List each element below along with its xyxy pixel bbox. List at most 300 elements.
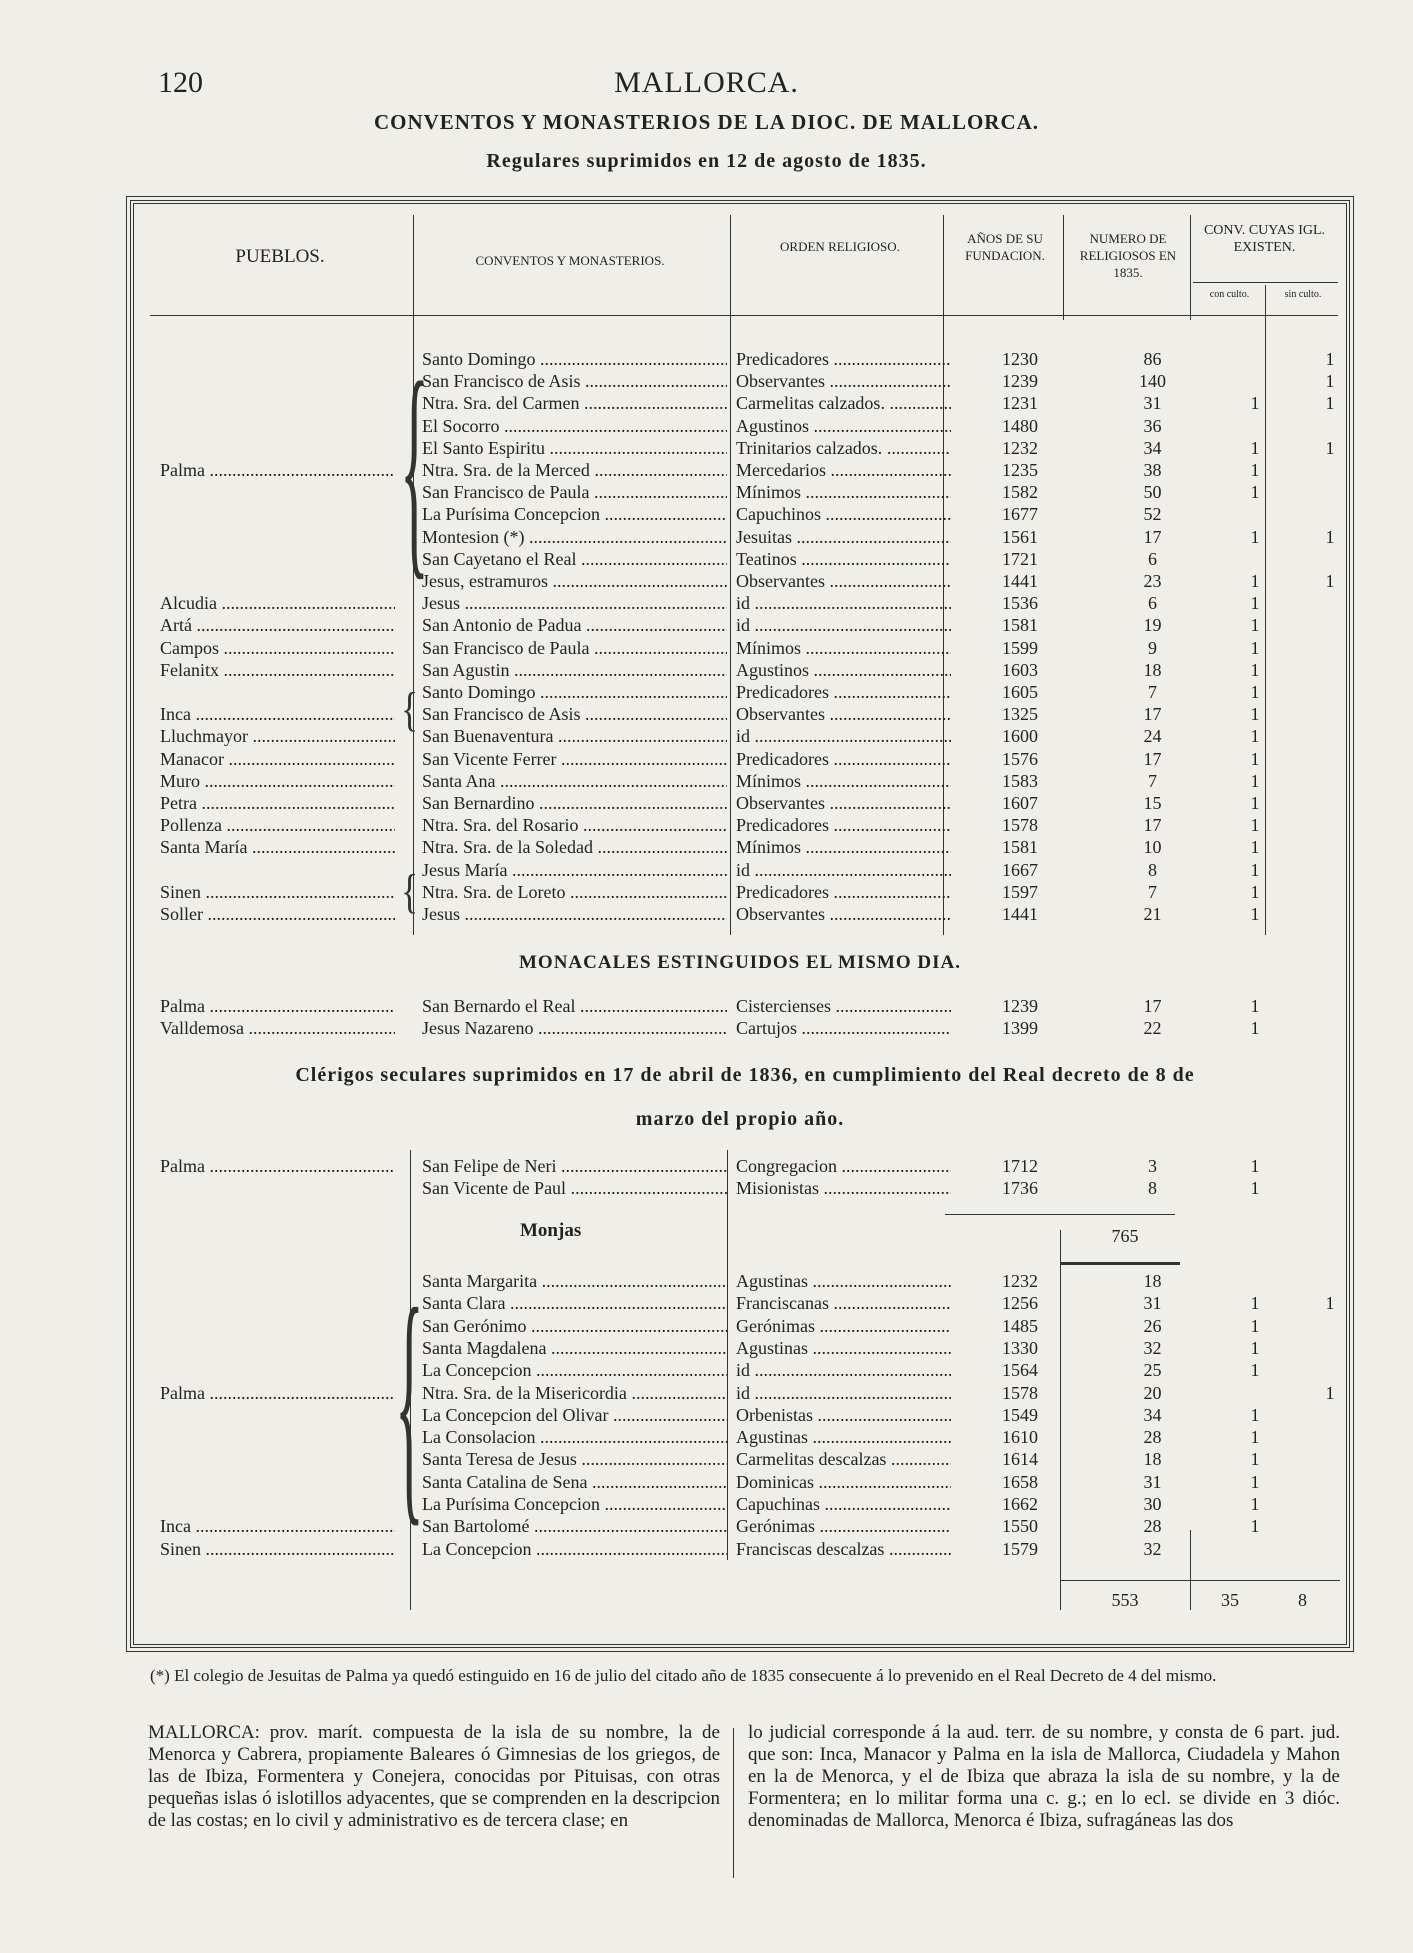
convent-cell: El Santo Espiritu ..... [422, 437, 727, 459]
religiosos-cell: 34 [1143, 437, 1162, 458]
order-cell: id ..... [736, 725, 951, 747]
year-cell: 1232 [1002, 437, 1038, 458]
sin-culto-cell: 1 [1325, 349, 1335, 369]
con-culto-cell: 1 [1250, 1293, 1260, 1314]
total-rule [1060, 1580, 1340, 1581]
page-subtitle: Regulares suprimidos en 12 de agosto de 1835. [486, 150, 927, 172]
con-culto-cell: 1 [1250, 615, 1260, 636]
year-cell: 1582 [1002, 482, 1038, 503]
order-cell: id ..... [736, 859, 951, 881]
order-cell: id ..... [736, 1359, 951, 1381]
town-cell: Manacor ..... [160, 748, 395, 770]
brace: { [401, 682, 419, 736]
religiosos-cell: 26 [1143, 1315, 1162, 1336]
religiosos-cell: 140 [1139, 371, 1166, 392]
con-culto-cell: 1 [1250, 393, 1260, 414]
monjas-label: Monjas [520, 1220, 582, 1241]
con-culto-cell: 1 [1250, 726, 1260, 747]
convent-cell: Jesus Nazareno ..... [422, 1017, 727, 1039]
con-culto-cell: 1 [1250, 1471, 1260, 1492]
table-row [160, 1017, 1340, 1039]
convent-cell: San Bernardino ..... [422, 792, 727, 814]
religiosos-cell: 17 [1143, 996, 1162, 1016]
table-row [160, 659, 1340, 681]
order-cell: id ..... [736, 592, 951, 614]
table-row [160, 548, 1340, 570]
year-cell: 1581 [1002, 615, 1038, 636]
order-cell: Capuchinos ..... [736, 503, 951, 525]
religiosos-cell: 7 [1148, 881, 1157, 902]
order-cell: id ..... [736, 614, 951, 636]
convent-cell: San Francisco de Paula ..... [422, 481, 727, 503]
convent-cell: San Francisco de Asis ..... [422, 703, 727, 725]
table-row [160, 459, 1340, 481]
sin-culto-cell: 1 [1325, 1382, 1335, 1403]
header-orden: ORDEN RELIGIOSO. [780, 239, 900, 254]
table-row [160, 1404, 1340, 1426]
religiosos-cell: 17 [1143, 748, 1162, 769]
town-cell: Artá ..... [160, 614, 395, 636]
convent-cell: La Purísima Concepcion ..... [422, 503, 727, 525]
year-cell: 1583 [1002, 770, 1038, 791]
order-cell: Agustinos ..... [736, 415, 951, 437]
year-cell: 1610 [1002, 1427, 1038, 1448]
con-culto-cell: 1 [1250, 859, 1260, 880]
year-cell: 1614 [1002, 1449, 1038, 1470]
year-cell: 1441 [1002, 904, 1038, 924]
religiosos-cell: 21 [1143, 904, 1162, 924]
order-cell: Gerónimas ..... [736, 1315, 951, 1337]
sin-culto-cell: 1 [1325, 437, 1335, 458]
year-cell: 1600 [1002, 726, 1038, 747]
religiosos-cell: 23 [1143, 571, 1162, 591]
col-divider [1063, 215, 1064, 320]
year-cell: 1578 [1002, 815, 1038, 836]
total-sin-culto: 8 [1298, 1590, 1307, 1610]
con-culto-cell: 1 [1250, 1494, 1260, 1514]
order-cell: Teatinos ..... [736, 548, 951, 570]
order-cell: Observantes ..... [736, 570, 951, 592]
year-cell: 1256 [1002, 1293, 1038, 1314]
town-cell: Inca ..... [160, 1515, 395, 1537]
year-cell: 1667 [1002, 859, 1038, 880]
table-row [160, 1426, 1340, 1448]
order-cell: Dominicas ..... [736, 1471, 951, 1493]
year-cell: 1485 [1002, 1315, 1038, 1336]
brace: { [395, 1256, 424, 1548]
religiosos-cell: 6 [1148, 548, 1157, 569]
order-cell: Observantes ..... [736, 903, 951, 925]
con-culto-cell: 1 [1250, 571, 1260, 591]
table-row [160, 592, 1340, 614]
body-column-left: MALLORCA: prov. marít. compuesta de la isla de su nombre, la de Menorca y Cabrera, propiamente Baleares ó Gimnesias de los griegos, de las de Ibiza, Formentera y Conejera, conocidas por Pituisas, con otras pequeñas islas ó islotillos adyacentes, que se comprenden en la descripcion de las costas; en lo civil y administrativo es de tercera clase; en [148, 1722, 720, 1831]
table-row [160, 570, 1340, 592]
year-cell: 1480 [1002, 415, 1038, 436]
con-culto-cell: 1 [1250, 904, 1260, 924]
con-culto-cell: 1 [1250, 1449, 1260, 1470]
clerigos-title-1: Clérigos seculares suprimidos en 17 de abril de 1836, en cumplimiento del Real decreto de 8 de [295, 1064, 1195, 1086]
order-cell: Mínimos ..... [736, 836, 951, 858]
religiosos-cell: 7 [1148, 770, 1157, 791]
convent-cell: Ntra. Sra. de la Soledad ..... [422, 836, 727, 858]
con-culto-cell: 1 [1250, 682, 1260, 702]
table-row [160, 437, 1340, 459]
header-rule [1193, 282, 1338, 283]
subtotal-rule [945, 1214, 1175, 1215]
con-culto-cell: 1 [1250, 793, 1260, 813]
table-row [160, 1448, 1340, 1470]
sin-culto-cell: 1 [1325, 371, 1335, 392]
religiosos-cell: 6 [1148, 593, 1157, 614]
con-culto-cell: 1 [1250, 1156, 1260, 1176]
religiosos-cell: 15 [1143, 793, 1162, 813]
town-cell: Palma ..... [160, 1155, 395, 1177]
con-culto-cell: 1 [1250, 526, 1260, 547]
order-cell: Agustinas ..... [736, 1337, 951, 1359]
order-cell: Observantes ..... [736, 703, 951, 725]
table-row [160, 792, 1340, 814]
convent-cell: San Cayetano el Real ..... [422, 548, 727, 570]
order-cell: Predicadores ..... [736, 348, 951, 370]
table-row [160, 1315, 1340, 1337]
order-cell: Jesuitas ..... [736, 526, 951, 548]
town-cell: Palma ..... [160, 459, 395, 481]
religiosos-cell: 34 [1143, 1404, 1162, 1425]
monacales-title: MONACALES ESTINGUIDOS EL MISMO DIA. [519, 952, 961, 973]
table-row [160, 1382, 1340, 1404]
convent-cell: Santa Catalina de Sena ..... [422, 1471, 727, 1493]
convent-cell: San Francisco de Asis ..... [422, 370, 727, 392]
con-culto-cell: 1 [1250, 637, 1260, 658]
religiosos-cell: 38 [1143, 460, 1162, 480]
footnote: (*) El colegio de Jesuitas de Palma ya quedó estinguido en 16 de julio del citado año de 1835 consecuente á lo prevenido en el Real Decreto de 4 del mismo. [150, 1666, 1217, 1685]
table-row [160, 725, 1340, 747]
table-row [160, 703, 1340, 725]
town-cell: Inca ..... [160, 703, 395, 725]
religiosos-cell: 28 [1143, 1516, 1162, 1537]
religiosos-cell: 25 [1143, 1360, 1162, 1381]
table-row [160, 1538, 1340, 1560]
table-row [160, 814, 1340, 836]
order-cell: Capuchinas ..... [736, 1493, 951, 1515]
religiosos-cell: 19 [1143, 615, 1162, 636]
town-cell: Campos ..... [160, 637, 395, 659]
religiosos-cell: 8 [1148, 859, 1157, 880]
convent-cell: La Concepcion ..... [422, 1359, 727, 1381]
order-cell: Misionistas ..... [736, 1177, 951, 1199]
convent-cell: La Purísima Concepcion ..... [422, 1493, 727, 1515]
table-row [160, 1270, 1340, 1292]
year-cell: 1325 [1002, 704, 1038, 725]
convent-cell: Ntra. Sra. de la Merced ..... [422, 459, 727, 481]
order-cell: Mínimos ..... [736, 637, 951, 659]
con-culto-cell: 1 [1250, 593, 1260, 614]
order-cell: Agustinos ..... [736, 659, 951, 681]
con-culto-cell: 1 [1250, 1360, 1260, 1381]
town-cell: Petra ..... [160, 792, 395, 814]
table-row [160, 903, 1340, 925]
order-cell: Mercedarios ..... [736, 459, 951, 481]
con-culto-cell: 1 [1250, 1178, 1260, 1198]
con-culto-cell: 1 [1250, 1018, 1260, 1038]
year-cell: 1579 [1002, 1538, 1038, 1559]
header-pueblos: PUEBLOS. [235, 246, 325, 267]
town-cell: Valldemosa ..... [160, 1017, 395, 1039]
order-cell: Carmelitas descalzas ..... [736, 1448, 951, 1470]
con-culto-cell: 1 [1250, 482, 1260, 503]
convent-cell: San Vicente Ferrer ..... [422, 748, 727, 770]
total-con-culto: 35 [1221, 1590, 1239, 1610]
year-cell: 1230 [1002, 349, 1038, 369]
convent-cell: Santa Margarita ..... [422, 1270, 727, 1292]
table-row [160, 995, 1340, 1017]
convent-cell: San Bernardo el Real ..... [422, 995, 727, 1017]
religiosos-cell: 36 [1143, 415, 1162, 436]
convent-cell: Ntra. Sra. de Loreto ..... [422, 881, 727, 903]
table-row [160, 1493, 1340, 1515]
religiosos-cell: 31 [1143, 393, 1162, 414]
year-cell: 1232 [1002, 1271, 1038, 1291]
religiosos-cell: 17 [1143, 704, 1162, 725]
order-cell: Agustinas ..... [736, 1426, 951, 1448]
town-cell: Sinen ..... [160, 1538, 395, 1560]
order-cell: Predicadores ..... [736, 681, 951, 703]
header-conventos: CONVENTOS Y MONASTERIOS. [475, 253, 665, 268]
con-culto-cell: 1 [1250, 1427, 1260, 1448]
convent-cell: Montesion (*) ..... [422, 526, 727, 548]
convent-cell: La Concepcion ..... [422, 1538, 727, 1560]
year-cell: 1662 [1002, 1494, 1038, 1514]
religiosos-cell: 22 [1143, 1018, 1162, 1038]
table-row [160, 1471, 1340, 1493]
order-cell: Agustinas ..... [736, 1270, 951, 1292]
convent-cell: Jesus María ..... [422, 859, 727, 881]
convent-cell: Santo Domingo ..... [422, 681, 727, 703]
table-row [160, 859, 1340, 881]
table-row [160, 637, 1340, 659]
year-cell: 1677 [1002, 504, 1038, 525]
religiosos-cell: 20 [1143, 1382, 1162, 1403]
year-cell: 1712 [1002, 1156, 1038, 1176]
religiosos-cell: 31 [1143, 1471, 1162, 1492]
convent-cell: San Vicente de Paul ..... [422, 1177, 727, 1199]
sin-culto-cell: 1 [1325, 571, 1335, 591]
convent-cell: Jesus ..... [422, 903, 727, 925]
order-cell: Mínimos ..... [736, 770, 951, 792]
year-cell: 1536 [1002, 593, 1038, 614]
town-cell: Santa María ..... [160, 836, 395, 858]
table-row [160, 526, 1340, 548]
religiosos-cell: 32 [1143, 1337, 1162, 1358]
table-row [160, 1359, 1340, 1381]
convent-cell: La Consolacion ..... [422, 1426, 727, 1448]
con-culto-cell: 1 [1250, 460, 1260, 480]
order-cell: Cartujos ..... [736, 1017, 951, 1039]
sin-culto-cell: 1 [1325, 1293, 1335, 1314]
con-culto-cell: 1 [1250, 437, 1260, 458]
town-cell: Pollenza ..... [160, 814, 395, 836]
year-cell: 1239 [1002, 996, 1038, 1016]
table-row [160, 770, 1340, 792]
order-cell: Congregacion ..... [736, 1155, 951, 1177]
convent-cell: San Felipe de Neri ..... [422, 1155, 727, 1177]
page-title: CONVENTOS Y MONASTERIOS DE LA DIOC. DE MALLORCA. [373, 110, 1040, 134]
convent-cell: Santa Teresa de Jesus ..... [422, 1448, 727, 1470]
year-cell: 1736 [1002, 1178, 1038, 1198]
religiosos-cell: 3 [1148, 1156, 1157, 1176]
convent-cell: Santo Domingo ..... [422, 348, 727, 370]
year-cell: 1597 [1002, 881, 1038, 902]
religiosos-cell: 18 [1143, 659, 1162, 680]
convent-cell: El Socorro ..... [422, 415, 727, 437]
order-cell: id ..... [736, 1382, 951, 1404]
year-cell: 1576 [1002, 748, 1038, 769]
header-numero: NUMERO DE RELIGIOSOS EN 1835. [1079, 231, 1177, 280]
running-head: MALLORCA. [614, 66, 799, 99]
col-divider [1190, 215, 1191, 320]
con-culto-cell: 1 [1250, 1315, 1260, 1336]
religiosos-cell: 24 [1143, 726, 1162, 747]
con-culto-cell: 1 [1250, 1516, 1260, 1537]
sin-culto-cell: 1 [1325, 393, 1335, 414]
total-religiosos: 553 [1111, 1590, 1139, 1610]
year-cell: 1231 [1002, 393, 1038, 414]
town-cell: Palma ..... [160, 1382, 395, 1404]
subtotal-rule [1060, 1262, 1180, 1265]
table-row [160, 348, 1340, 370]
religiosos-cell: 86 [1143, 349, 1162, 369]
town-cell: Lluchmayor ..... [160, 725, 395, 747]
convent-cell: San Bartolomé ..... [422, 1515, 727, 1537]
town-cell: Muro ..... [160, 770, 395, 792]
table-row [160, 614, 1340, 636]
order-cell: Orbenistas ..... [736, 1404, 951, 1426]
year-cell: 1235 [1002, 460, 1038, 480]
year-cell: 1578 [1002, 1382, 1038, 1403]
year-cell: 1658 [1002, 1471, 1038, 1492]
con-culto-cell: 1 [1250, 1337, 1260, 1358]
order-cell: Trinitarios calzados. ..... [736, 437, 951, 459]
convent-cell: San Antonio de Padua ..... [422, 614, 727, 636]
religiosos-cell: 9 [1148, 637, 1157, 658]
table-row [160, 1337, 1340, 1359]
convent-cell: La Concepcion del Olivar ..... [422, 1404, 727, 1426]
table-row [160, 415, 1340, 437]
year-cell: 1561 [1002, 526, 1038, 547]
table-row [160, 481, 1340, 503]
year-cell: 1549 [1002, 1404, 1038, 1425]
order-cell: Cistercienses ..... [736, 995, 951, 1017]
con-culto-cell: 1 [1250, 881, 1260, 902]
con-culto-cell: 1 [1250, 704, 1260, 725]
order-cell: Gerónimas ..... [736, 1515, 951, 1537]
year-cell: 1599 [1002, 637, 1038, 658]
page-number: 120 [158, 66, 203, 99]
table-row [160, 1292, 1340, 1314]
con-culto-cell: 1 [1250, 659, 1260, 680]
year-cell: 1607 [1002, 793, 1038, 813]
table-row [160, 681, 1340, 703]
con-culto-cell: 1 [1250, 770, 1260, 791]
town-cell: Alcudia ..... [160, 592, 395, 614]
order-cell: Predicadores ..... [736, 814, 951, 836]
header-anos: AÑOS DE SU FUNDACION. [965, 231, 1045, 263]
year-cell: 1550 [1002, 1516, 1038, 1537]
order-cell: Franciscanas ..... [736, 1292, 951, 1314]
con-culto-cell: 1 [1250, 1404, 1260, 1425]
religiosos-cell: 18 [1143, 1271, 1162, 1291]
year-cell: 1239 [1002, 371, 1038, 392]
subtotal-value: 765 [1111, 1226, 1139, 1246]
header-con-culto: con culto. [1209, 289, 1250, 300]
convent-cell: San Gerónimo ..... [422, 1315, 727, 1337]
table-row [160, 503, 1340, 525]
year-cell: 1581 [1002, 837, 1038, 858]
sin-culto-cell: 1 [1325, 526, 1335, 547]
convent-cell: Jesus, estramuros ..... [422, 570, 727, 592]
convent-cell: Santa Magdalena ..... [422, 1337, 727, 1359]
religiosos-cell: 18 [1143, 1449, 1162, 1470]
table-row [160, 748, 1340, 770]
con-culto-cell: 1 [1250, 815, 1260, 836]
table-row [160, 370, 1340, 392]
header-rule [150, 315, 1338, 316]
convent-cell: Ntra. Sra. del Carmen ..... [422, 392, 727, 414]
order-cell: Carmelitas calzados. ..... [736, 392, 951, 414]
year-cell: 1441 [1002, 571, 1038, 591]
year-cell: 1721 [1002, 548, 1038, 569]
con-culto-cell: 1 [1250, 748, 1260, 769]
year-cell: 1564 [1002, 1360, 1038, 1381]
table-row [160, 1177, 1340, 1199]
religiosos-cell: 17 [1143, 815, 1162, 836]
religiosos-cell: 50 [1143, 482, 1162, 503]
convent-cell: Santa Ana ..... [422, 770, 727, 792]
town-cell: Sinen ..... [160, 881, 395, 903]
religiosos-cell: 28 [1143, 1427, 1162, 1448]
religiosos-cell: 30 [1143, 1494, 1162, 1514]
table-row [160, 836, 1340, 858]
year-cell: 1603 [1002, 659, 1038, 680]
table-row [160, 1155, 1340, 1177]
clerigos-title-2: marzo del propio año. [635, 1108, 845, 1130]
town-cell: Palma ..... [160, 995, 395, 1017]
religiosos-cell: 31 [1143, 1293, 1162, 1314]
town-cell: Felanitx ..... [160, 659, 395, 681]
con-culto-cell: 1 [1250, 996, 1260, 1016]
convent-cell: Santa Clara ..... [422, 1292, 727, 1314]
header-conv: CONV. CUYAS IGL. EXISTEN. [1203, 223, 1326, 255]
religiosos-cell: 32 [1143, 1538, 1162, 1559]
religiosos-cell: 17 [1143, 526, 1162, 547]
con-culto-cell: 1 [1250, 837, 1260, 858]
religiosos-cell: 8 [1148, 1178, 1157, 1198]
convent-cell: San Francisco de Paula ..... [422, 637, 727, 659]
brace: { [400, 335, 429, 599]
order-cell: Franciscas descalzas ..... [736, 1538, 951, 1560]
column-rule [733, 1728, 734, 1878]
body-column-right: lo judicial corresponde á la aud. terr. de su nombre, y consta de 6 part. jud. que son: Inca, Manacor y Palma en la isla de Mallorca, Ciudadela y Mahon en la de Menorca, y el de Ibiza que abraza la isla de su nombre, y la de Formentera; en lo militar forma una c. g.; en lo ecl. se divide en 3 dióc. denominadas de Mallorca, Menorca é Ibiza, sufragáneas las dos [748, 1722, 1340, 1831]
table-row [160, 392, 1340, 414]
order-cell: Observantes ..... [736, 370, 951, 392]
year-cell: 1605 [1002, 682, 1038, 702]
order-cell: Observantes ..... [736, 792, 951, 814]
religiosos-cell: 10 [1143, 837, 1162, 858]
header-sin-culto: sin culto. [1284, 289, 1322, 300]
order-cell: Predicadores ..... [736, 748, 951, 770]
order-cell: Predicadores ..... [736, 881, 951, 903]
religiosos-cell: 52 [1143, 504, 1162, 525]
